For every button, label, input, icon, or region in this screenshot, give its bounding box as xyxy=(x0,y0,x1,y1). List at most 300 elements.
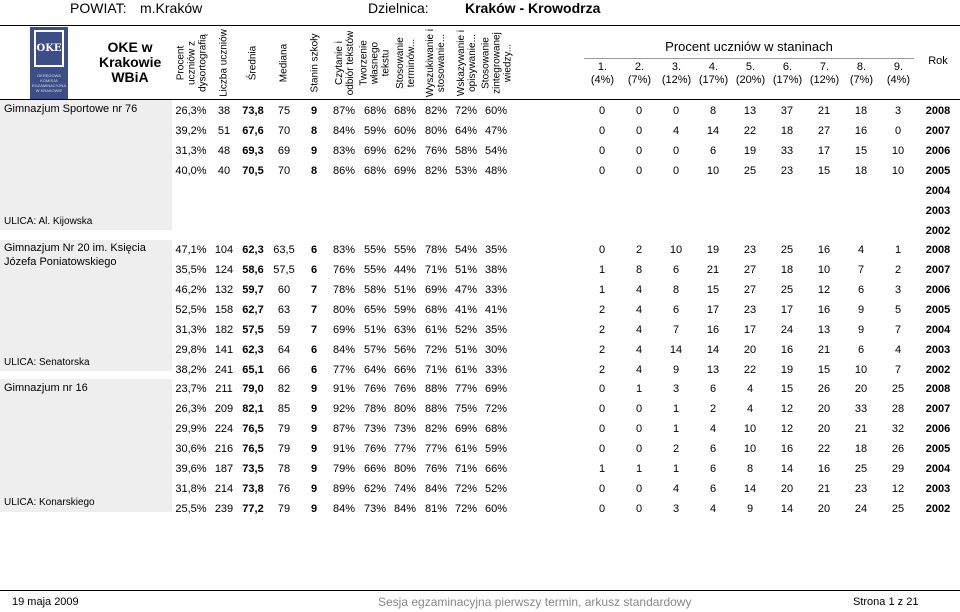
table-cell: 55% xyxy=(363,264,387,276)
row-year: 2002 xyxy=(925,364,951,376)
table-cell: 71% xyxy=(424,364,448,376)
table-cell: 23 xyxy=(854,483,868,495)
stanin-norm-percent: (4%) xyxy=(590,74,615,86)
table-cell: 0 xyxy=(598,403,606,415)
table-cell: 84% xyxy=(393,503,417,515)
table-cell: 76% xyxy=(393,383,417,395)
table-cell: 0 xyxy=(672,165,680,177)
column-header-11 xyxy=(482,26,511,99)
table-cell: 79 xyxy=(277,503,291,515)
table-cell: 22 xyxy=(743,364,757,376)
table-cell: 0 xyxy=(598,165,606,177)
school-name: Gimnazjum nr 16 xyxy=(4,382,88,394)
table-cell: 209 xyxy=(214,403,234,415)
percent-title-rule xyxy=(584,58,914,59)
header-logo-cell xyxy=(0,26,172,99)
table-cell: 39,6% xyxy=(175,463,207,475)
table-cell: 17 xyxy=(780,304,794,316)
dzielnica-label: Dzielnica: xyxy=(368,0,429,16)
table-cell: 16 xyxy=(706,324,720,336)
row-year: 2002 xyxy=(925,503,951,515)
table-cell: 0 xyxy=(635,483,643,495)
stanin-header-1 xyxy=(584,61,621,87)
table-cell: 39,2% xyxy=(175,125,207,137)
table-cell: 7 xyxy=(894,364,902,376)
table-cell: 58,6 xyxy=(242,264,264,276)
table-cell: 69% xyxy=(424,284,448,296)
row-year: 2003 xyxy=(925,483,951,495)
table-cell: 21 xyxy=(817,344,831,356)
table-cell: 7 xyxy=(310,324,318,336)
table-cell: 9 xyxy=(310,423,318,435)
table-cell: 62,7 xyxy=(242,304,264,316)
row-year: 2002 xyxy=(925,225,951,237)
table-cell: 14 xyxy=(669,344,683,356)
table-cell: 23 xyxy=(743,304,757,316)
table-cell: 6 xyxy=(310,364,318,376)
table-cell: 14 xyxy=(706,125,720,137)
table-cell: 73,5 xyxy=(242,463,264,475)
table-cell: 79 xyxy=(277,443,291,455)
table-cell: 77,2 xyxy=(242,503,264,515)
table-cell: 187 xyxy=(214,463,234,475)
table-cell: 33 xyxy=(854,403,868,415)
table-cell: 13 xyxy=(817,324,831,336)
row-year: 2006 xyxy=(925,423,951,435)
table-cell: 76 xyxy=(277,483,291,495)
table-cell: 51% xyxy=(454,264,478,276)
table-cell: 57,5 xyxy=(242,324,264,336)
stanin-number: 6. xyxy=(782,61,793,73)
table-cell: 26,3% xyxy=(175,403,207,415)
table-cell: 6 xyxy=(857,344,865,356)
percent-stanin-title: Procent uczniów w staninach xyxy=(665,39,833,54)
table-cell: 62% xyxy=(393,145,417,157)
stanin-norm-percent: (7%) xyxy=(849,74,874,86)
table-cell: 76,5 xyxy=(242,423,264,435)
table-cell: 4 xyxy=(672,125,680,137)
table-cell: 88% xyxy=(424,403,448,415)
table-cell: 20 xyxy=(817,503,831,515)
table-cell: 53% xyxy=(454,165,478,177)
table-cell: 16 xyxy=(854,125,868,137)
table-cell: 76% xyxy=(424,463,448,475)
table-cell: 1 xyxy=(598,284,606,296)
table-cell: 59% xyxy=(363,125,387,137)
table-cell: 14 xyxy=(780,503,794,515)
table-cell: 55% xyxy=(393,244,417,256)
table-cell: 10 xyxy=(817,264,831,276)
column-header-1 xyxy=(172,26,211,99)
table-cell: 0 xyxy=(635,403,643,415)
table-cell: 72% xyxy=(454,105,478,117)
table-cell: 77% xyxy=(393,443,417,455)
table-cell: 15 xyxy=(817,364,831,376)
table-cell: 58% xyxy=(454,145,478,157)
column-header-label: Stosowanie terminów... xyxy=(394,36,417,89)
table-cell: 69 xyxy=(277,145,291,157)
table-cell: 59,7 xyxy=(242,284,264,296)
table-cell: 20 xyxy=(780,483,794,495)
school-block xyxy=(0,379,172,512)
table-cell: 0 xyxy=(894,125,902,137)
table-cell: 15 xyxy=(780,383,794,395)
column-header-label: Średnia xyxy=(247,45,259,80)
table-cell: 25 xyxy=(780,284,794,296)
table-cell: 32 xyxy=(891,423,905,435)
table-cell: 4 xyxy=(746,403,754,415)
table-cell: 82% xyxy=(424,165,448,177)
stanin-norm-percent: (4%) xyxy=(886,74,911,86)
table-cell: 25 xyxy=(854,463,868,475)
logo-subtitle: OKRĘGOWA KOMISJA EGZAMINACYJNA W KRAKOWIE xyxy=(31,73,66,93)
table-cell: 7 xyxy=(894,324,902,336)
column-header-8 xyxy=(390,26,421,99)
table-cell: 9 xyxy=(310,483,318,495)
table-cell: 1 xyxy=(672,423,680,435)
table-cell: 47% xyxy=(454,284,478,296)
stanin-header-4 xyxy=(695,61,732,87)
footer-session: Sesja egzaminacyjna pierwszy termin, arkusz standardowy xyxy=(378,595,692,609)
table-cell: 80% xyxy=(393,403,417,415)
stanin-number: 4. xyxy=(708,61,719,73)
table-cell: 1 xyxy=(635,463,643,475)
column-header-label: Liczba uczniów xyxy=(218,28,230,97)
table-cell: 0 xyxy=(635,165,643,177)
table-cell: 84% xyxy=(332,503,356,515)
table-cell: 9 xyxy=(857,324,865,336)
table-cell: 8 xyxy=(709,105,717,117)
table-cell: 3 xyxy=(894,284,902,296)
table-cell: 104 xyxy=(214,244,234,256)
table-cell: 26,3% xyxy=(175,105,207,117)
table-cell: 61% xyxy=(454,364,478,376)
stanin-norm-percent: (20%) xyxy=(735,74,766,86)
table-cell: 38 xyxy=(217,105,231,117)
table-cell: 72% xyxy=(454,503,478,515)
table-cell: 18 xyxy=(854,165,868,177)
table-cell: 59% xyxy=(393,304,417,316)
school-street: ULICA: Konarskiego xyxy=(4,497,95,508)
table-cell: 4 xyxy=(709,503,717,515)
school-block xyxy=(0,100,172,230)
row-year: 2007 xyxy=(925,125,951,137)
column-header-label: Tworzenie własnego tekstu xyxy=(358,39,392,86)
table-cell: 30,6% xyxy=(175,443,207,455)
table-cell: 17 xyxy=(743,324,757,336)
table-cell: 59% xyxy=(484,443,508,455)
table-cell: 9 xyxy=(310,503,318,515)
table-cell: 27 xyxy=(743,264,757,276)
table-cell: 7 xyxy=(310,304,318,316)
table-cell: 66 xyxy=(277,364,291,376)
table-cell: 63% xyxy=(393,324,417,336)
table-cell: 0 xyxy=(598,145,606,157)
table-cell: 52,5% xyxy=(175,304,207,316)
stanin-norm-percent: (17%) xyxy=(772,74,803,86)
table-cell: 2 xyxy=(635,244,643,256)
column-header-7 xyxy=(360,26,390,99)
table-cell: 75 xyxy=(277,105,291,117)
table-cell: 79% xyxy=(332,463,356,475)
table-cell: 241 xyxy=(214,364,234,376)
table-cell: 25 xyxy=(891,503,905,515)
table-cell: 58% xyxy=(363,284,387,296)
table-cell: 86% xyxy=(332,165,356,177)
table-cell: 20 xyxy=(743,344,757,356)
table-cell: 38,2% xyxy=(175,364,207,376)
table-cell: 82,1 xyxy=(242,403,264,415)
table-cell: 214 xyxy=(214,483,234,495)
table-cell: 9 xyxy=(672,364,680,376)
table-cell: 6 xyxy=(709,483,717,495)
table-cell: 84% xyxy=(424,483,448,495)
table-cell: 6 xyxy=(310,264,318,276)
table-cell: 83% xyxy=(332,244,356,256)
table-cell: 51% xyxy=(393,284,417,296)
table-cell: 35,5% xyxy=(175,264,207,276)
stanin-header-8 xyxy=(843,61,880,87)
table-cell: 62,3 xyxy=(242,344,264,356)
table-cell: 68% xyxy=(363,165,387,177)
dzielnica-value: Kraków - Krowodrza xyxy=(465,0,601,16)
table-cell: 2 xyxy=(598,344,606,356)
stanin-norm-percent: (17%) xyxy=(698,74,729,86)
table-cell: 79,0 xyxy=(242,383,264,395)
table-cell: 8 xyxy=(310,125,318,137)
row-year: 2008 xyxy=(925,383,951,395)
table-cell: 56% xyxy=(393,344,417,356)
table-cell: 10 xyxy=(743,423,757,435)
table-cell: 31,8% xyxy=(175,483,207,495)
table-cell: 72% xyxy=(484,403,508,415)
table-cell: 68% xyxy=(424,304,448,316)
row-year: 2003 xyxy=(925,205,951,217)
table-cell: 29,8% xyxy=(175,344,207,356)
table-cell: 27 xyxy=(817,125,831,137)
table-cell: 6 xyxy=(709,145,717,157)
table-cell: 4 xyxy=(635,284,643,296)
table-cell: 73,8 xyxy=(242,483,264,495)
table-cell: 68% xyxy=(393,105,417,117)
table-cell: 25 xyxy=(743,165,757,177)
table-cell: 4 xyxy=(709,423,717,435)
table-cell: 48% xyxy=(484,165,508,177)
table-cell: 16 xyxy=(817,304,831,316)
table-cell: 31,3% xyxy=(175,324,207,336)
table-cell: 91% xyxy=(332,383,356,395)
table-cell: 82% xyxy=(424,423,448,435)
row-year: 2006 xyxy=(925,145,951,157)
stanin-norm-percent: (12%) xyxy=(661,74,692,86)
table-cell: 12 xyxy=(817,284,831,296)
school-name: Gimnazjum Sportowe nr 76 xyxy=(4,103,138,115)
table-cell: 70 xyxy=(277,165,291,177)
table-cell: 51% xyxy=(454,344,478,356)
table-cell: 89% xyxy=(332,483,356,495)
table-cell: 216 xyxy=(214,443,234,455)
table-cell: 33 xyxy=(780,145,794,157)
table-cell: 72% xyxy=(424,344,448,356)
table-cell: 0 xyxy=(598,244,606,256)
table-cell: 7 xyxy=(857,264,865,276)
table-cell: 17 xyxy=(706,304,720,316)
table-cell: 17 xyxy=(817,145,831,157)
table-cell: 61% xyxy=(454,443,478,455)
table-cell: 73% xyxy=(393,423,417,435)
table-cell: 87% xyxy=(332,423,356,435)
table-cell: 6 xyxy=(709,463,717,475)
table-cell: 70 xyxy=(277,125,291,137)
table-cell: 80% xyxy=(332,304,356,316)
table-cell: 78% xyxy=(424,244,448,256)
table-cell: 9 xyxy=(746,503,754,515)
stanin-header-9 xyxy=(880,61,917,87)
table-cell: 4 xyxy=(635,344,643,356)
table-cell: 78% xyxy=(332,284,356,296)
table-cell: 60% xyxy=(484,503,508,515)
table-cell: 8 xyxy=(635,264,643,276)
stanin-norm-percent: (7%) xyxy=(627,74,652,86)
table-cell: 9 xyxy=(310,403,318,415)
footer-page: Strona 1 z 21 xyxy=(853,596,919,608)
table-cell: 20 xyxy=(817,403,831,415)
stanin-norm-percent: (12%) xyxy=(809,74,840,86)
table-cell: 47% xyxy=(484,125,508,137)
table-cell: 16 xyxy=(780,344,794,356)
table-cell: 15 xyxy=(817,165,831,177)
table-cell: 4 xyxy=(894,344,902,356)
table-cell: 19 xyxy=(706,244,720,256)
table-cell: 82% xyxy=(424,105,448,117)
table-cell: 76% xyxy=(332,264,356,276)
row-year: 2008 xyxy=(925,105,951,117)
table-cell: 21 xyxy=(817,483,831,495)
table-cell: 69% xyxy=(363,145,387,157)
row-year: 2006 xyxy=(925,284,951,296)
table-cell: 76% xyxy=(363,443,387,455)
table-cell: 69% xyxy=(332,324,356,336)
table-cell: 30% xyxy=(484,344,508,356)
table-cell: 15 xyxy=(854,145,868,157)
table-cell: 25 xyxy=(780,244,794,256)
table-cell: 76,5 xyxy=(242,443,264,455)
table-cell: 27 xyxy=(743,284,757,296)
column-header-label: Stanin szkoły xyxy=(309,33,320,92)
table-cell: 63,5 xyxy=(273,244,295,256)
table-cell: 54% xyxy=(454,244,478,256)
table-cell: 4 xyxy=(635,364,643,376)
row-year: 2005 xyxy=(925,443,951,455)
footer-date: 19 maja 2009 xyxy=(12,596,79,608)
table-cell: 64 xyxy=(277,344,291,356)
table-cell: 13 xyxy=(706,364,720,376)
table-cell: 12 xyxy=(891,483,905,495)
footer-rule xyxy=(0,590,960,591)
table-cell: 52% xyxy=(454,324,478,336)
table-cell: 3 xyxy=(894,105,902,117)
table-cell: 211 xyxy=(215,383,233,395)
table-cell: 65% xyxy=(363,304,387,316)
table-cell: 6 xyxy=(857,284,865,296)
table-cell: 14 xyxy=(780,463,794,475)
table-cell: 0 xyxy=(635,503,643,515)
table-cell: 71% xyxy=(454,463,478,475)
table-cell: 10 xyxy=(706,165,720,177)
table-cell: 83% xyxy=(332,145,356,157)
table-cell: 28 xyxy=(891,403,905,415)
table-cell: 60% xyxy=(393,125,417,137)
table-cell: 1 xyxy=(672,463,680,475)
column-header-4 xyxy=(269,26,299,99)
table-cell: 13 xyxy=(743,105,757,117)
table-cell: 29,9% xyxy=(175,423,207,435)
table-cell: 182 xyxy=(214,324,234,336)
table-cell: 73% xyxy=(363,503,387,515)
table-cell: 8 xyxy=(672,284,680,296)
table-cell: 7 xyxy=(310,284,318,296)
table-cell: 9 xyxy=(310,105,318,117)
table-cell: 54% xyxy=(484,145,508,157)
table-cell: 6 xyxy=(672,304,680,316)
table-cell: 35% xyxy=(484,244,508,256)
table-cell: 9 xyxy=(310,463,318,475)
column-header-5 xyxy=(299,26,330,99)
table-cell: 1 xyxy=(672,403,680,415)
table-cell: 62,3 xyxy=(242,244,264,256)
row-year: 2008 xyxy=(925,244,951,256)
table-cell: 70,5 xyxy=(242,165,264,177)
table-cell: 63 xyxy=(277,304,291,316)
table-cell: 64% xyxy=(454,125,478,137)
table-cell: 71% xyxy=(424,264,448,276)
table-cell: 6 xyxy=(672,264,680,276)
table-cell: 24 xyxy=(780,324,794,336)
table-cell: 35% xyxy=(484,324,508,336)
table-cell: 72% xyxy=(454,483,478,495)
table-cell: 24 xyxy=(854,503,868,515)
table-cell: 18 xyxy=(854,105,868,117)
table-cell: 66% xyxy=(393,364,417,376)
table-cell: 8 xyxy=(746,463,754,475)
powiat-label: POWIAT: xyxy=(70,0,127,16)
table-cell: 0 xyxy=(635,145,643,157)
table-cell: 18 xyxy=(780,125,794,137)
column-header-label: Procent uczniów z dysortografią xyxy=(175,33,208,92)
table-cell: 0 xyxy=(598,383,606,395)
table-cell: 10 xyxy=(669,244,683,256)
table-cell: 18 xyxy=(780,264,794,276)
table-cell: 141 xyxy=(214,344,234,356)
table-cell: 69,3 xyxy=(242,145,264,157)
table-cell: 239 xyxy=(214,503,234,515)
table-cell: 132 xyxy=(214,284,234,296)
table-cell: 4 xyxy=(746,383,754,395)
table-cell: 37 xyxy=(780,105,794,117)
table-cell: 19 xyxy=(780,364,794,376)
table-cell: 5 xyxy=(894,304,902,316)
table-cell: 38% xyxy=(484,264,508,276)
table-cell: 3 xyxy=(672,383,680,395)
table-cell: 2 xyxy=(672,443,680,455)
table-cell: 14 xyxy=(743,483,757,495)
table-cell: 67,6 xyxy=(242,125,264,137)
table-cell: 15 xyxy=(706,284,720,296)
table-cell: 26 xyxy=(891,443,905,455)
oke-logo xyxy=(30,27,68,99)
table-cell: 66% xyxy=(363,463,387,475)
table-cell: 10 xyxy=(891,145,905,157)
